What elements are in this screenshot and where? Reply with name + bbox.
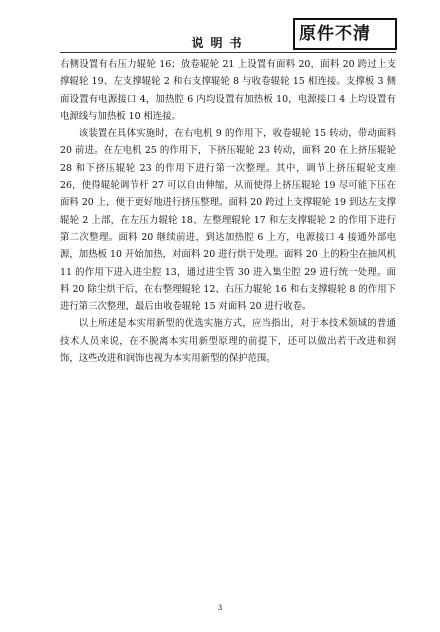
paragraph-continuation: 右侧设置有右压力辊轮 16；放卷辊轮 21 上设置有面料 20，面料 20 跨过上支撑辊轮 19、左支撑辊轮 2 和右支撑辊轮 8 与收卷辊轮 15 相连接。支撑板 3 侧面设置有电源接口 4，加热腔 6 内均设置有加热板 10，电源接口 4 上均设置有电源线与加热板 10 相连接。 [60,59,396,122]
body-text [60,56,396,367]
page-number: 3 [217,604,223,612]
paragraph-implementation: 该装置在具体实施时，在右电机 9 的作用下，收卷辊轮 15 转动，带动面料 20 前进。在左电机 25 的作用下，下挤压辊轮 23 转动，面料 20 在上挤压辊轮 28 和下挤压辊轮 23 的作用下进行第一次整理。其中，调节上挤压辊轮支座 26，使得辊轮调节杆 27 可以自由伸缩，从而使得上挤压辊轮 19 尽可能下压在面料 20 上，便于更好地进行挤压整理。面料 20 跨过上支撑辊轮 19 到达左支撑辊轮 2 上部，在左压力辊轮 18、左整理辊轮 17 和左支撑辊轮 2 的作用下进行第二次整理。面料 20 继续前进，到达加热腔 6 上方，电源接口 4 接通外部电源，加热板 10 开始加热，对面料 20 进行烘干处理。面料 20 上的粉尘在抽风机 11 的作用下进入进尘腔 13，通过进尘管 30 进入集尘腔 29 进行统一处理。面料 20 除尘烘干后，在右整理辊轮 12、右压力辊轮 16 和右支撑辊轮 8 的作用下进行第三次整理，最后由收卷辊轮 15 对面料 20 进行收卷。 [60,128,396,313]
unclear-original-stamp: 原件不清 [293,18,397,50]
document-title: 说明书 [191,36,249,50]
paragraph-conclusion: 以上所述是本实用新型的优选实施方式，应当指出，对于本技术领域的普通技术人员来说，在不脱离本实用新型原理的前提下，还可以做出若干改进和润饰，这些改进和润饰也视为本实用新型的保护范围。 [60,318,396,365]
header-divider [60,52,396,53]
